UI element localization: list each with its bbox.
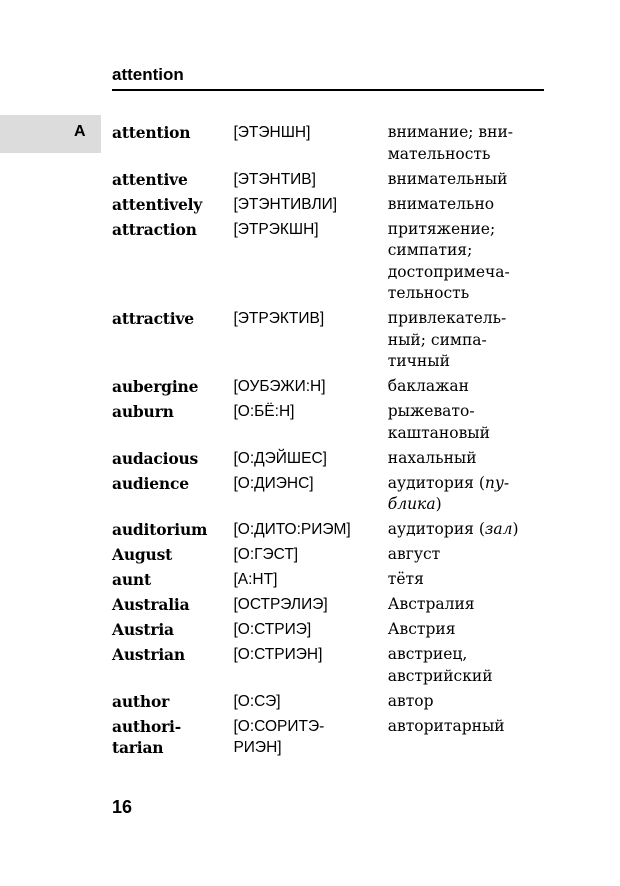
dictionary-entry	[112, 644, 552, 687]
entry-word: Austria	[112, 620, 174, 639]
dictionary-entry	[112, 619, 552, 641]
dictionary-entry	[112, 219, 552, 305]
entry-word: Australia	[112, 595, 190, 614]
entry-word: auburn	[112, 402, 174, 421]
entry-transcription: [ЭТЭНТИВ]	[233, 170, 316, 188]
entry-meaning: авторитарный	[387, 716, 505, 735]
entry-meaning: внимательный	[387, 169, 508, 188]
entry-transcription: [О:СОРИТЭ- РИЭН]	[233, 717, 325, 756]
entry-meaning: притяжение; симпатия; достопримеча- тельность	[387, 219, 510, 302]
dictionary-entry	[112, 716, 552, 759]
entry-word: audience	[112, 473, 189, 493]
entry-meaning: аудитория (зал)	[387, 520, 519, 538]
page-number: 16	[112, 797, 133, 817]
entry-transcription: [ЭТЭНТИВЛИ]	[233, 195, 338, 213]
entry-word: audacious	[112, 448, 199, 468]
entry-transcription: [О:ДЭЙШЕС]	[233, 449, 327, 467]
header-rule	[112, 89, 544, 91]
dictionary-entry	[112, 376, 552, 398]
dictionary-entry	[112, 308, 552, 373]
entry-transcription: [ОСТРЭЛИЭ]	[233, 596, 328, 613]
entry-meaning: август	[387, 545, 441, 563]
entry-meaning: австриец, австрийский	[387, 645, 493, 685]
dictionary-entry	[112, 169, 552, 191]
entry-transcription: [ОУБЭЖИ:Н]	[233, 378, 326, 395]
dictionary-entry	[112, 473, 552, 516]
entry-meaning: автор	[387, 691, 434, 710]
dictionary-entry	[112, 122, 552, 165]
entry-meaning: тётя	[387, 570, 424, 588]
entry-meaning: баклажан	[387, 377, 469, 395]
entry-word: attention	[112, 123, 191, 142]
entry-meaning: нахальный	[387, 448, 477, 467]
dictionary-entry	[112, 691, 552, 713]
entry-word: Austrian	[112, 645, 185, 664]
running-head: attention	[112, 65, 184, 84]
entry-meaning: Австралия	[387, 595, 475, 613]
entry-transcription: [О:СЭ]	[233, 692, 281, 710]
letter-tab-label: A	[74, 123, 86, 140]
entry-word: author	[112, 691, 170, 711]
entry-transcription: [О:ГЭСТ]	[233, 546, 299, 563]
letter-tab	[0, 115, 101, 153]
entry-word: attractive	[112, 309, 194, 328]
entry-word: aubergine	[112, 377, 199, 396]
entry-meaning: внимание; вни- мательность	[387, 123, 514, 163]
entry-word: attentively	[112, 194, 203, 214]
entry-word: attentive	[112, 169, 188, 189]
entry-word: authori- tarian	[112, 716, 181, 757]
entry-word: aunt	[112, 570, 151, 589]
dictionary-entries	[112, 122, 552, 762]
entry-meaning: аудитория (пу- блика)	[387, 473, 510, 513]
entry-transcription: [ЭТЭНШН]	[233, 124, 311, 141]
entry-meaning: Австрия	[387, 620, 456, 638]
entry-transcription: [ЭТРЭКТИВ]	[233, 310, 325, 327]
entry-transcription: [О:СТРИЭН]	[233, 646, 323, 663]
entry-meaning: внимательно	[387, 194, 495, 213]
entry-transcription: [О:ДИЭНС]	[233, 474, 314, 492]
entry-transcription: [ЭТРЭКШН]	[233, 220, 319, 238]
dictionary-entry	[112, 544, 552, 566]
entry-word: August	[112, 545, 173, 564]
entry-transcription: [О:БЁ:Н]	[233, 403, 295, 420]
entry-meaning: рыжевато- каштановый	[387, 402, 490, 442]
dictionary-entry	[112, 194, 552, 216]
entry-transcription: [О:ДИТО:РИЭМ]	[233, 521, 351, 538]
entry-meaning: привлекатель- ный; симпа- тичный	[387, 309, 507, 370]
entry-word: auditorium	[112, 520, 208, 539]
dictionary-entry	[112, 594, 552, 616]
dictionary-entry	[112, 448, 552, 470]
dictionary-entry	[112, 401, 552, 444]
dictionary-entry	[112, 569, 552, 591]
entry-word: attraction	[112, 219, 197, 239]
entry-transcription: [А:НТ]	[233, 571, 278, 588]
entry-transcription: [О:СТРИЭ]	[233, 621, 312, 638]
dictionary-entry	[112, 519, 552, 541]
